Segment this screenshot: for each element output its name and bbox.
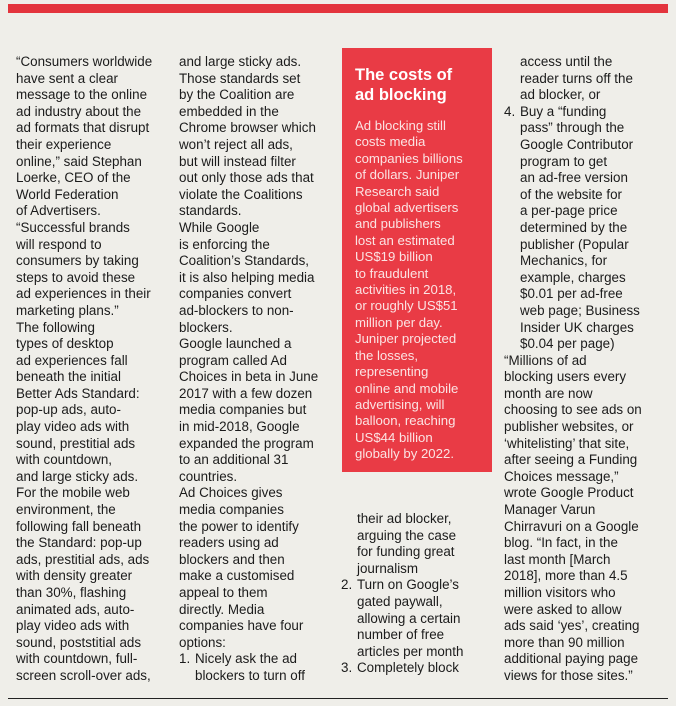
sidebar-line: US$19 billion <box>355 249 433 265</box>
text-line: access until the <box>520 54 613 69</box>
text-line: animated ads, auto- <box>16 601 135 617</box>
bottom-rule <box>8 698 668 699</box>
text-line: media companies <box>179 502 284 518</box>
text-line: last month [March <box>504 551 611 567</box>
text-line: steps to avoid these <box>16 269 136 285</box>
text-line: gated paywall, <box>357 593 443 609</box>
list-item-3 <box>341 660 463 677</box>
text-line: expanded the program <box>179 435 314 451</box>
text-line: Loerke, CEO of the <box>16 170 131 186</box>
sidebar-line: online and mobile <box>355 380 459 396</box>
text-line: make a customised <box>179 568 295 584</box>
sidebar-line: lost an estimated <box>355 232 455 248</box>
sidebar-line: globally by 2022. <box>355 446 454 462</box>
text-line: for funding great <box>357 544 455 560</box>
text-line: Those standards set <box>179 70 301 86</box>
text-line: Chrome browser which <box>179 120 316 136</box>
text-line: than 30%, flashing <box>16 585 127 600</box>
text-line: media companies but <box>179 402 307 418</box>
text-line: blockers. <box>179 319 233 335</box>
text-line: $0.01 per ad-free <box>520 286 623 302</box>
top-accent-bar <box>8 4 668 13</box>
text-line: play video ads with <box>16 419 130 435</box>
text-line: While Google <box>179 219 260 235</box>
text-line: World Federation <box>16 186 119 202</box>
text-line: companies convert <box>179 286 292 302</box>
column-3 <box>341 511 464 677</box>
text-line: web page; Business <box>520 302 640 318</box>
text-line: an ad-free version <box>520 170 628 186</box>
text-line: Choices message,” <box>504 468 619 484</box>
text-line: 2017 with a few dozen <box>179 385 313 401</box>
text-line: marketing plans.” <box>16 302 119 318</box>
text-line: have sent a clear <box>16 70 118 86</box>
text-line: types of desktop <box>16 336 114 352</box>
sidebar-line: representing <box>355 364 429 380</box>
sidebar-line: balloon, reaching <box>355 413 456 429</box>
text-line: and large sticky ads. <box>16 468 139 484</box>
text-line: views for those sites.” <box>504 667 633 683</box>
text-line: Buy a “funding <box>520 103 607 119</box>
list-number: 4. <box>504 103 516 119</box>
text-line: violate the Coalitions <box>179 186 303 202</box>
text-line: Google Contributor <box>520 136 634 152</box>
text-line: the Standard: pop-up <box>16 535 142 551</box>
text-line: more than 90 million <box>504 634 625 650</box>
text-line: choosing to see ads on <box>504 402 642 418</box>
text-line: pass” through the <box>520 120 625 136</box>
text-line: Ad Choices gives <box>179 485 283 501</box>
sidebar-title-line: The costs of <box>355 66 453 84</box>
list-item-2 <box>341 577 463 594</box>
text-line: Coalition’s Standards, <box>179 253 310 269</box>
sidebar-line: activities in 2018, <box>355 282 457 298</box>
text-line: a per-page price <box>520 203 618 219</box>
text-line: pop-up ads, auto- <box>16 402 121 418</box>
sidebar-line: companies billions <box>355 150 463 166</box>
text-line: Better Ads Standard: <box>16 385 140 401</box>
list-number: 2. <box>341 577 353 593</box>
text-line: wrote Google Product <box>504 485 634 501</box>
text-line: ads said ‘yes’, creating <box>504 618 640 634</box>
text-line: beneath the initial <box>16 369 121 385</box>
text-line: “Millions of ad <box>504 352 587 368</box>
text-line: sound, prestitial ads <box>16 435 136 451</box>
text-line: out only those ads that <box>179 170 314 186</box>
text-line: blog. “In fact, in the <box>504 535 618 551</box>
text-line: month are now <box>504 385 593 401</box>
text-line: Google launched a <box>179 336 292 352</box>
sidebar-box <box>342 48 492 472</box>
text-line: For the mobile web <box>16 485 130 501</box>
sidebar-line: Research said <box>355 183 440 199</box>
text-line: of Advertisers. <box>16 203 101 219</box>
text-line: companies have four <box>179 618 304 634</box>
text-line: message to the online <box>16 87 148 103</box>
text-line: million visitors who <box>504 585 616 600</box>
sidebar-line: Ad blocking still <box>355 118 446 133</box>
text-line: online,” said Stephan <box>16 153 142 169</box>
list-item-1 <box>179 651 318 668</box>
sidebar-line: costs media <box>355 134 426 150</box>
text-line: ad blocker, or <box>520 87 601 103</box>
list-number: 1. <box>179 651 191 667</box>
text-line: 2018], more than 4.5 <box>504 568 628 584</box>
sidebar-title-line: ad blocking <box>355 85 447 104</box>
sidebar-line: and publishers <box>355 216 441 232</box>
text-line: additional paying page <box>504 651 639 667</box>
column-2 <box>179 54 318 685</box>
sidebar-line: global advertisers <box>355 200 459 216</box>
text-line: options: <box>179 634 226 650</box>
text-line: is enforcing the <box>179 236 270 252</box>
sidebar-line: the losses, <box>355 347 419 363</box>
sidebar-body <box>355 118 463 463</box>
text-line: blockers to turn off <box>195 667 305 683</box>
text-line: standards. <box>179 203 242 219</box>
sidebar-line: of dollars. Juniper <box>355 167 460 183</box>
list-item-4 <box>504 104 642 121</box>
text-line: directly. Media <box>179 601 265 617</box>
text-line: won’t reject all ads, <box>179 136 293 152</box>
text-line: program called Ad <box>179 352 287 368</box>
column-1 <box>16 54 152 685</box>
text-line: the power to identify <box>179 518 299 534</box>
text-line: reader turns off the <box>520 70 633 86</box>
text-line: their experience <box>16 136 112 152</box>
sidebar-line: Juniper projected <box>355 331 457 347</box>
text-line: publisher (Popular <box>520 236 629 252</box>
text-line: ad experiences fall <box>16 352 128 368</box>
text-line: arguing the case <box>357 527 457 543</box>
text-line: journalism <box>357 560 419 576</box>
text-line: to an additional 31 <box>179 452 289 468</box>
text-line: Mechanics, for <box>520 253 608 269</box>
text-line: articles per month <box>357 643 464 659</box>
text-line: ad experiences in their <box>16 286 151 302</box>
text-line: in mid-2018, Google <box>179 419 300 435</box>
text-line: Chirravuri on a Google <box>504 518 639 534</box>
text-line: program to get <box>520 153 608 169</box>
text-line: Completely block <box>357 660 459 676</box>
text-line: blockers and then <box>179 551 285 567</box>
text-line: Manager Varun <box>504 502 596 518</box>
text-line: Nicely ask the ad <box>195 651 297 667</box>
text-line: with countdown, full- <box>16 651 138 667</box>
text-line: Turn on Google’s <box>357 577 459 593</box>
text-line: determined by the <box>520 219 628 235</box>
sidebar-line: US$44 billion <box>355 429 433 445</box>
text-line: $0.04 per page) <box>520 336 615 352</box>
text-line: ad-blockers to non- <box>179 302 294 318</box>
text-line: environment, the <box>16 502 116 518</box>
sidebar-line: or roughly US$51 <box>355 298 458 314</box>
text-line: allowing a certain <box>357 610 461 626</box>
text-line: blocking users every <box>504 369 627 385</box>
text-line: will respond to <box>16 236 102 252</box>
text-line: with countdown, <box>16 452 113 468</box>
text-line: ‘whitelisting’ that site, <box>504 435 630 451</box>
sidebar-title <box>355 66 452 105</box>
text-line: consumers by taking <box>16 253 139 269</box>
text-line: but will instead filter <box>179 153 296 169</box>
sidebar-line: advertising, will <box>355 396 445 412</box>
text-line: number of free <box>357 627 445 643</box>
text-line: after seeing a Funding <box>504 452 638 468</box>
text-line: readers using ad <box>179 535 279 551</box>
text-line: appeal to them <box>179 585 268 600</box>
text-line: it is also helping media <box>179 269 315 285</box>
text-line: The following <box>16 319 95 335</box>
text-line: Insider UK charges <box>520 319 634 335</box>
text-line: their ad blocker, <box>357 511 452 526</box>
list-number: 3. <box>341 660 353 676</box>
text-line: play video ads with <box>16 618 130 634</box>
text-line: screen scroll-over ads, <box>16 667 151 683</box>
column-4 <box>504 54 642 685</box>
text-line: ads, prestitial ads, ads <box>16 551 150 567</box>
sidebar-line: to fraudulent <box>355 265 429 281</box>
text-line: ad industry about the <box>16 103 142 119</box>
text-line: and large sticky ads. <box>179 54 302 69</box>
text-line: of the website for <box>520 186 622 202</box>
text-line: “Successful brands <box>16 219 130 235</box>
text-line: embedded in the <box>179 103 279 119</box>
text-line: with density greater <box>16 568 133 584</box>
text-line: ad formats that disrupt <box>16 120 150 136</box>
text-line: “Consumers worldwide <box>16 54 153 69</box>
text-line: sound, poststitial ads <box>16 634 142 650</box>
text-line: following fall beneath <box>16 518 142 534</box>
text-line: Choices in beta in June <box>179 369 319 385</box>
text-line: were asked to allow <box>504 601 622 617</box>
sidebar-line: million per day. <box>355 314 443 330</box>
text-line: publisher websites, or <box>504 419 634 435</box>
text-line: example, charges <box>520 269 626 285</box>
text-line: countries. <box>179 468 238 484</box>
text-line: by the Coalition are <box>179 87 295 103</box>
